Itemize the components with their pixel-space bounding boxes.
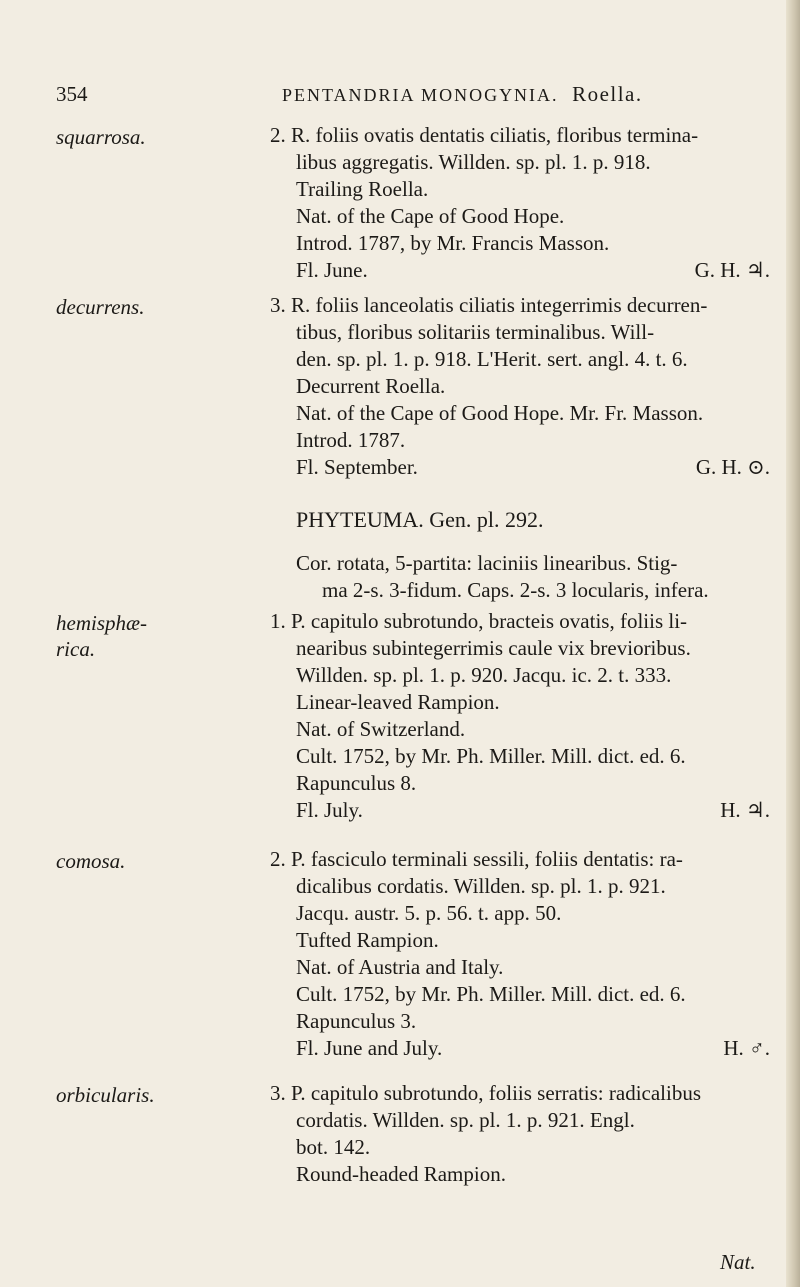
habitat-symbol: H. ♂. [723,1036,770,1060]
entry-squarrosa [270,122,770,284]
margin-name-hemisphaerica [56,610,147,662]
entry-line: tibus, floribus solitariis terminalibus. Will- [296,320,655,344]
margin-name-orbicularis [56,1082,155,1108]
genus-line: Cor. rotata, 5-partita: laciniis linearibus. Stig- [296,551,678,575]
entry-line: Introd. 1787. [296,428,406,452]
entry-line: Willden. sp. pl. 1. p. 920. Jacqu. ic. 2. t. 333. [296,663,672,687]
entry-line: 2. R. foliis ovatis dentatis ciliatis, floribus termina- [270,123,699,147]
entry-line: cordatis. Willden. sp. pl. 1. p. 921. Engl. [296,1108,635,1132]
running-head-genus: Roella. [572,82,643,106]
page-number: 354 [56,82,88,106]
entry-line: Introd. 1787, by Mr. Francis Masson. [296,231,610,255]
flowering: Fl. June and July. [296,1036,443,1060]
margin-line: hemisphæ- [56,611,147,635]
entry-line: bot. 142. [296,1135,371,1159]
margin-line: comosa. [56,849,126,873]
entry-line: Decurrent Roella. [296,374,446,398]
entry-flowering-line [270,454,770,481]
entry-line: Rapunculus 3. [296,1009,417,1033]
entry-line: Round-headed Rampion. [296,1162,506,1186]
flowering: Fl. July. [296,798,363,822]
entry-line: Nat. of Switzerland. [296,717,466,741]
entry-line: Jacqu. austr. 5. p. 56. t. app. 50. [296,901,562,925]
entry-line: Trailing Roella. [296,177,429,201]
entry-flowering-line [270,1035,770,1062]
running-head [282,82,643,107]
entry-line: den. sp. pl. 1. p. 918. L'Herit. sert. angl. 4. t. 6. [296,347,688,371]
margin-name-squarrosa: squarrosa. [56,125,146,149]
entry-flowering-line [270,257,770,284]
entry-line: nearibus subintegerrimis caule vix brevioribus. [296,636,691,660]
entry-line: dicalibus cordatis. Willden. sp. pl. 1. p. 921. [296,874,666,898]
margin-name-decurrens: decurrens. [56,295,145,319]
entry-line: Nat. of the Cape of Good Hope. Mr. Fr. Masson. [296,401,704,425]
catchword: Nat. [720,1250,756,1274]
entry-line: 1. P. capitulo subrotundo, bracteis ovatis, foliis li- [270,609,688,633]
entry-line: Nat. of Austria and Italy. [296,955,504,979]
entry-line: 3. R. foliis lanceolatis ciliatis integerrimis decurren- [270,293,708,317]
flowering: Fl. June. [296,258,368,282]
entry-line: Tufted Rampion. [296,928,439,952]
entry-flowering-line [270,797,770,824]
habitat-symbol: G. H. ⊙. [695,455,770,479]
genus-character [296,550,776,604]
entry-line: Cult. 1752, by Mr. Ph. Miller. Mill. dict. ed. 6. [296,744,686,768]
entry-line: Linear-leaved Rampion. [296,690,500,714]
entry-line: Rapunculus 8. [296,771,417,795]
entry-line: Nat. of the Cape of Good Hope. [296,204,565,228]
habitat-symbol: G. H. ♃. [694,258,770,282]
entry-line: Cult. 1752, by Mr. Ph. Miller. Mill. dict. ed. 6. [296,982,686,1006]
running-head-title: PENTANDRIA MONOGYNIA. [282,85,559,105]
genus-line: ma 2-s. 3-fidum. Caps. 2-s. 3 locularis, infera. [322,578,709,602]
entry-hemisphaerica [270,608,770,824]
entry-orbicularis [270,1080,770,1188]
margin-name-comosa [56,848,125,874]
margin-line: rica. [56,637,96,661]
habitat-symbol: H. ♃. [720,798,770,822]
entry-line: 2. P. fasciculo terminali sessili, foliis dentatis: ra- [270,847,683,871]
entry-comosa [270,846,770,1062]
entry-decurrens [270,292,770,481]
page-header [56,82,786,114]
entry-line: 3. P. capitulo subrotundo, foliis serratis: radicalibus [270,1081,702,1105]
flowering: Fl. September. [296,455,418,479]
genus-heading: PHYTEUMA. Gen. pl. 292. [296,507,544,532]
page-edge [786,0,800,1287]
margin-line: orbicularis. [56,1083,155,1107]
entry-line: libus aggregatis. Willden. sp. pl. 1. p. 918. [296,150,651,174]
